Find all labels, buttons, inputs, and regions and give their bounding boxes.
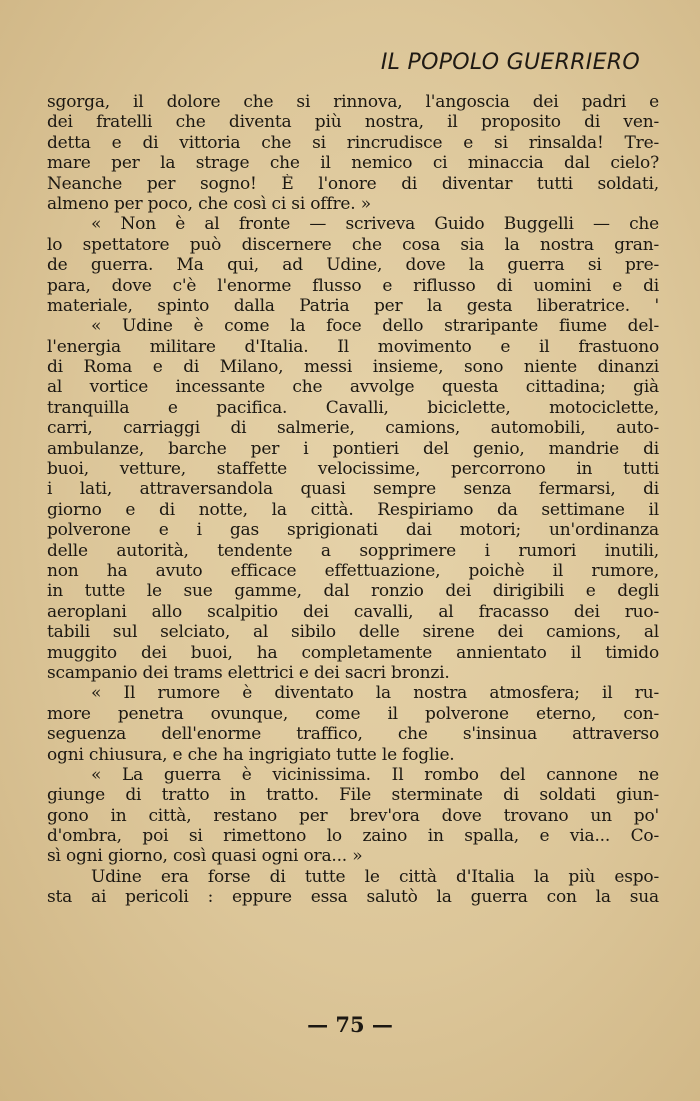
body-text [47,92,659,908]
text-line: in tutte le sue gamme, dal ronzio dei dirigibili e degli [47,581,659,602]
text-line: Neanche per sogno! È l'onore di diventar tutti soldati, [47,173,659,194]
text-line: al vortice incessante che avvolge questa cittadina; già [47,377,659,398]
text-line: « La guerra è vicinissima. Il rombo del cannone ne [91,764,659,785]
text-line: polverone e i gas sprigionati dai motori; un'ordinanza [47,520,659,541]
text-line: ogni chiusura, e che ha ingrigiato tutte le foglie. [47,744,455,765]
text-line: materiale, spinto dalla Patria per la gesta liberatrice. ' [47,295,659,316]
text-line: mare per la strage che il nemico ci minaccia dal cielo? [47,153,659,174]
text-line: giorno e di notte, la città. Respiriamo da settimane il [47,499,659,520]
text-line: gono in città, restano per brev'ora dove trovano un po' [47,805,659,826]
text-line: para, dove c'è l'enorme flusso e riflusso di uomini e di [47,275,659,296]
text-line: i lati, attraversandola quasi sempre senza fermarsi, di [47,479,659,500]
text-line: di Roma e di Milano, messi insieme, sono niente dinanzi [47,357,659,378]
text-line: sgorga, il dolore che si rinnova, l'angoscia dei padri e [47,92,659,112]
text-line: « Il rumore è diventato la nostra atmosfera; il ru- [91,683,659,704]
text-line: aeroplani allo scalpitio dei cavalli, al fracasso dei ruo- [47,601,659,622]
text-line: Udine era forse di tutte le città d'Italia la più espo- [91,866,659,887]
text-line: l'energia militare d'Italia. Il movimento e il frastuono [47,336,659,357]
text-line: tabili sul selciato, al sibilo delle sirene dei camions, al [47,622,659,643]
text-line: « Udine è come la foce dello straripante fiume del- [91,316,659,337]
text-line: lo spettatore può discernere che cosa sia la nostra gran- [47,234,659,255]
text-line: buoi, vetture, staffette velocissime, percorrono in tutti [47,459,659,480]
text-line: giunge di tratto in tratto. File sterminate di soldati giun- [47,785,659,806]
text-line: scampanio dei trams elettrici e dei sacri bronzi. [47,662,450,683]
text-line: almeno per poco, che così ci si offre. » [47,193,371,214]
text-line: de guerra. Ma qui, ad Udine, dove la guerra si pre- [47,255,659,276]
text-line: sta ai pericoli : eppure essa salutò la guerra con la sua [47,887,659,908]
text-line: detta e di vittoria che si rincrudisce e si rinsalda! Tre- [47,132,659,153]
running-header: IL POPOLO GUERRIERO [380,50,640,75]
text-line: ambulanze, barche per i pontieri del genio, mandrie di [47,438,659,459]
text-line: carri, carriaggi di salmerie, camions, automobili, auto- [47,418,659,439]
text-line: « Non è al fronte — scriveva Guido Buggelli — che [91,214,659,235]
text-line: tranquilla e pacifica. Cavalli, biciclette, motociclette, [47,397,659,418]
text-line: delle autorità, tendente a sopprimere i rumori inutili, [47,540,659,561]
text-line: muggito dei buoi, ha completamente annientato il timido [47,642,659,663]
text-line: non ha avuto efficace effettuazione, poichè il rumore, [47,560,659,581]
text-line: d'ombra, poi si rimettono lo zaino in spalla, e via... Co- [47,826,659,847]
text-line: dei fratelli che diventa più nostra, il proposito di ven- [47,112,659,133]
text-line: more penetra ovunque, come il polverone eterno, con- [47,703,659,724]
text-line: seguenza dell'enorme traffico, che s'insinua attraverso [47,724,659,745]
page-number: — 75 — [307,1012,393,1037]
text-line: sì ogni giorno, così quasi ogni ora... » [47,846,363,867]
